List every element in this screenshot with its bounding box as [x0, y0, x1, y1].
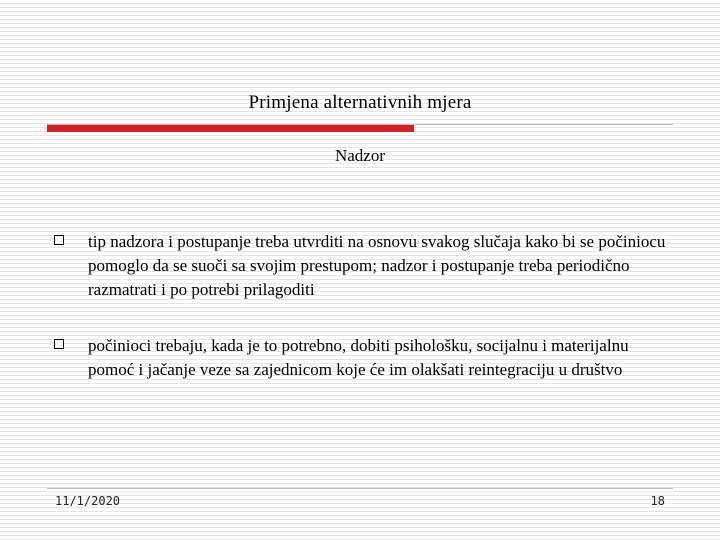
slide-title: Primjena alternativnih mjera: [248, 92, 472, 113]
bullet-item: [54, 334, 674, 382]
hollow-square-icon: [54, 235, 64, 245]
bullet-text: počinioci trebaju, kada je to potrebno, dobiti psihološku, socijalnu i materijalnu pomoć i jačanje veze sa zajednicom koje će im olakšati reintegraciju u društvo: [88, 336, 629, 379]
bullet-text: tip nadzora i postupanje treba utvrditi na osnovu svakog slučaja kako bi se počiniocu pomoglo da se suoči sa svojim prestupom; nadzor i postupanje treba periodično razmatrati i po potrebi prilagoditi: [88, 232, 666, 299]
slide-subtitle: Nadzor: [334, 146, 386, 165]
hollow-square-icon: [54, 339, 64, 349]
footer-divider: [47, 488, 673, 489]
title-underline: [47, 123, 673, 131]
bullet-list: [54, 230, 674, 382]
bullet-item: [54, 230, 674, 302]
footer-date: 11/1/2020: [55, 494, 121, 508]
page-number: 18: [650, 494, 665, 508]
title-underline-accent: [47, 125, 414, 132]
